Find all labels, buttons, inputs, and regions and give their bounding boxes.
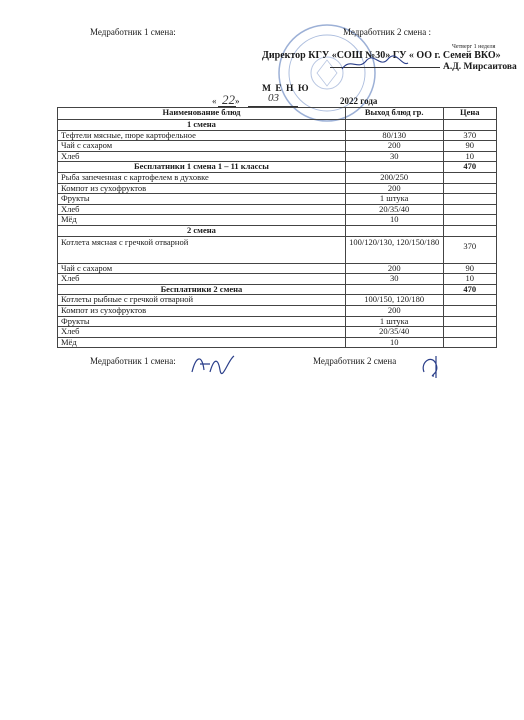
output-cell: 80/130 (345, 130, 443, 141)
table-row (58, 215, 497, 226)
output-cell (345, 162, 443, 173)
output-cell: 200 (345, 183, 443, 194)
output-cell: 200 (345, 305, 443, 316)
date-close-quote: » (235, 96, 240, 106)
table-header-row (58, 108, 497, 120)
dish-name-cell: Тефтели мясные, пюре картофельное (58, 130, 346, 141)
output-cell: 100/120/130, 120/150/180 (345, 236, 443, 263)
price-cell (443, 120, 496, 131)
output-cell: 30 (345, 151, 443, 162)
dish-name-cell: Компот из сухофруктов (58, 305, 346, 316)
dish-name-cell: Рыба запеченная с картофелем в духовке (58, 172, 346, 183)
price-cell (443, 215, 496, 226)
price-cell (443, 225, 496, 236)
dish-name-cell: Чай с сахаром (58, 141, 346, 152)
dish-name-cell: Бесплатники 1 смена 1 – 11 классы (58, 162, 346, 173)
price-cell: 470 (443, 162, 496, 173)
price-cell: 370 (443, 236, 496, 263)
price-cell: 90 (443, 141, 496, 152)
table-row (58, 274, 497, 285)
table-row (58, 337, 497, 348)
price-cell (443, 316, 496, 327)
output-cell: 200 (345, 141, 443, 152)
table-row (58, 183, 497, 194)
table-row (58, 236, 497, 263)
section-row (58, 225, 497, 236)
dish-name-cell: Бесплатники 2 смена (58, 284, 346, 295)
output-cell: 10 (345, 337, 443, 348)
menu-title: М Е Н Ю (262, 84, 310, 94)
table-row (58, 141, 497, 152)
output-cell: 30 (345, 274, 443, 285)
table-row (58, 327, 497, 338)
table-row (58, 295, 497, 306)
price-cell: 470 (443, 284, 496, 295)
dish-name-cell: Фрукты (58, 194, 346, 205)
dish-name-cell: Хлеб (58, 204, 346, 215)
price-cell (443, 204, 496, 215)
table-row (58, 204, 497, 215)
column-header-output: Выход блюд гр. (345, 108, 443, 120)
director-name: А.Д. Мирсаитова (443, 62, 517, 72)
price-cell: 10 (443, 274, 496, 285)
dish-name-cell: Хлеб (58, 274, 346, 285)
dish-name-cell: Компот из сухофруктов (58, 183, 346, 194)
director-title: Директор КГУ «СОШ №30» ГУ « ОО г. Семей ВКО» (262, 50, 501, 61)
price-cell (443, 183, 496, 194)
footer-medworker-shift1-label: Медработник 1 смена: (90, 356, 176, 366)
dish-name-cell: Фрукты (58, 316, 346, 327)
output-cell: 20/35/40 (345, 204, 443, 215)
output-cell: 200 (345, 263, 443, 274)
table-row (58, 316, 497, 327)
medworker-shift2-signature (418, 352, 448, 380)
weekday-label: Четверг 1 неделя (452, 44, 496, 50)
section-row (58, 162, 497, 173)
footer-medworker-shift2-label: Медработник 2 смена (313, 356, 397, 366)
output-cell (345, 225, 443, 236)
table-row (58, 172, 497, 183)
medworker-shift2-label: Медработник 2 смена : (343, 27, 431, 37)
table-row (58, 194, 497, 205)
menu-table (57, 107, 497, 348)
output-cell: 100/150, 120/180 (345, 295, 443, 306)
price-cell: 370 (443, 130, 496, 141)
output-cell: 10 (345, 215, 443, 226)
output-cell: 200/250 (345, 172, 443, 183)
price-cell (443, 172, 496, 183)
price-cell (443, 305, 496, 316)
column-header-price: Цена (443, 108, 496, 120)
date-year: 2022 года (340, 96, 378, 106)
output-cell: 1 штука (345, 316, 443, 327)
dish-name-cell: Мёд (58, 337, 346, 348)
price-cell (443, 337, 496, 348)
price-cell (443, 327, 496, 338)
output-cell (345, 284, 443, 295)
dish-name-cell: Котлеты рыбные с гречкой отварной (58, 295, 346, 306)
column-header-dish: Наименование блюд (58, 108, 346, 120)
output-cell: 1 штука (345, 194, 443, 205)
table-row (58, 151, 497, 162)
price-cell (443, 194, 496, 205)
medworker-shift1-signature (188, 350, 238, 378)
dish-name-cell: Мёд (58, 215, 346, 226)
menu-table-body (58, 120, 497, 348)
dish-name-cell: Чай с сахаром (58, 263, 346, 274)
date-open-quote: « (212, 96, 217, 106)
dish-name-cell: Хлеб (58, 327, 346, 338)
medworker-shift1-label: Медработник 1 смена: (90, 27, 176, 37)
dish-name-cell: 1 смена (58, 120, 346, 131)
date-month: 03 (268, 92, 279, 104)
table-row (58, 130, 497, 141)
dish-name-cell: Котлета мясная с гречкой отварной (58, 236, 346, 263)
output-cell (345, 120, 443, 131)
section-row (58, 120, 497, 131)
table-row (58, 263, 497, 274)
dish-name-cell: 2 смена (58, 225, 346, 236)
date-day: 22 (222, 92, 235, 107)
price-cell (443, 295, 496, 306)
table-row (58, 305, 497, 316)
director-signature (340, 55, 410, 73)
dish-name-cell: Хлеб (58, 151, 346, 162)
section-row (58, 284, 497, 295)
price-cell: 10 (443, 151, 496, 162)
price-cell: 90 (443, 263, 496, 274)
output-cell: 20/35/40 (345, 327, 443, 338)
